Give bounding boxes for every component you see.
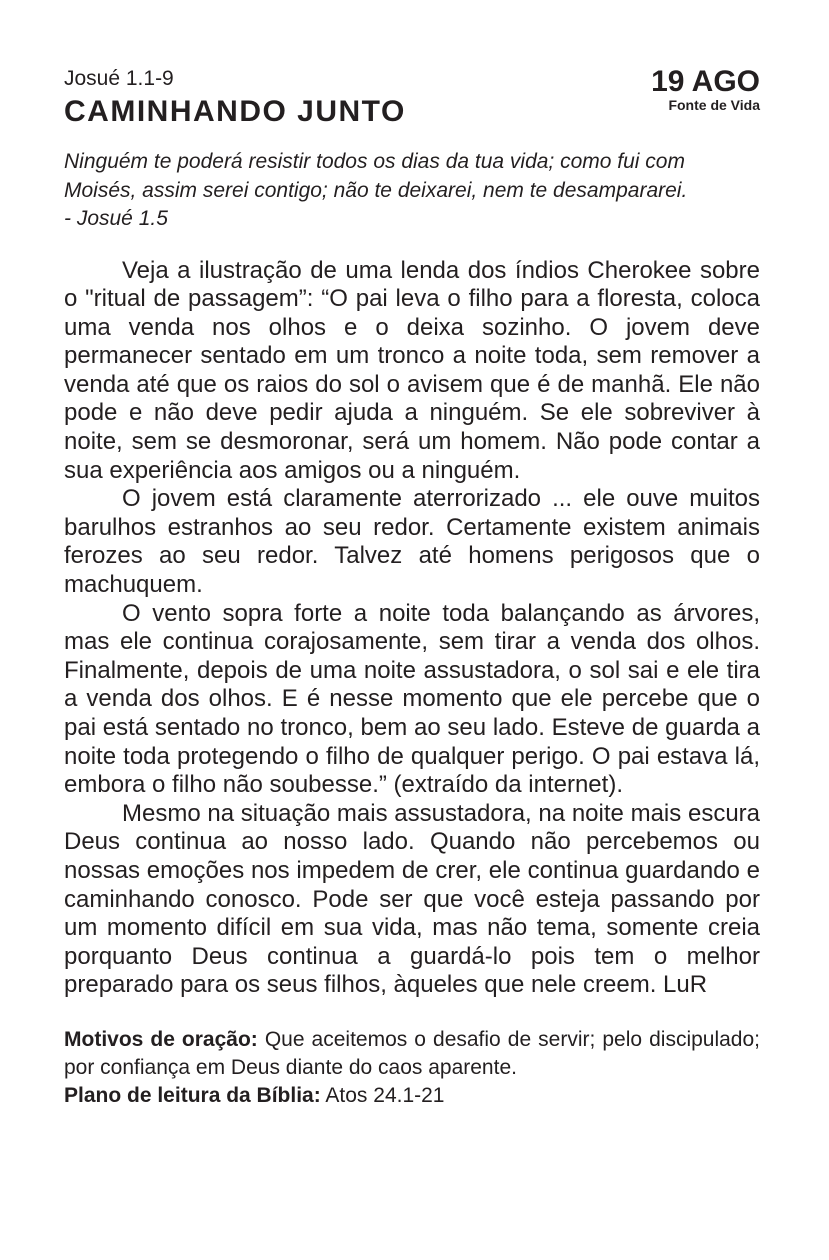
body-paragraph: Veja a ilustração de uma lenda dos índios Cherokee sobre o "ritual de passagem”: “O pai leva o filho para a floresta, coloca uma venda nos olhos e o deixa sozinho. O jovem deve permanecer sentado em um tronco a noite toda, sem remover a venda até que os raios do sol o avisem que é de manhã. Ele não pode e não deve pedir ajuda a ninguém. Se ele sobreviver à noite, sem se desmoronar, será um homem. Não pode contar a sua experiência aos amigos ou a ninguém. (64, 256, 760, 484)
header (64, 66, 760, 136)
body-paragraph: O jovem está claramente aterrorizado ... ele ouve muitos barulhos estranhos ao seu redor. Certamente existem animais ferozes ao seu redor. Talvez até homens perigosos que o machuquem. (64, 485, 760, 599)
prayer-text: Que aceitemos o desafio de servir; pelo discipulado; por confiança em Deus diante do caos aparente. (64, 1027, 761, 1079)
footer (64, 1026, 760, 1110)
devotional-body (64, 257, 760, 1000)
verse-citation: - Josué 1.5 (64, 207, 168, 230)
reading-text: Atos 24.1-21 (325, 1083, 445, 1107)
prayer-topics (64, 1026, 760, 1082)
body-paragraph: Mesmo na situação mais assustadora, na noite mais escura Deus continua ao nosso lado. Quando não percebemos ou nossas emoções nos impedem de crer, ele continua guardando e caminhando conosco. Pode ser que você esteja passando por um momento difícil em sua vida, mas não tema, somente creia porquanto Deus continua a guardá-lo pois tem o melhor preparado para os seus filhos, àqueles que nele creem. LuR (64, 799, 760, 999)
body-paragraph: O vento sopra forte a noite toda balançando as árvores, mas ele continua corajosamente, sem tirar a venda dos olhos. Finalmente, depois de uma noite assustadora, o sol sai e ele tira a venda dos olhos. E é nesse momento que ele percebe que o pai está sentado no tronco, bem ao seu lado. Esteve de guarda a noite toda protegendo o filho de qualquer perigo. O pai estava lá, embora o filho não soubesse.” (extraído da internet). (64, 599, 760, 799)
key-verse (64, 148, 760, 234)
verse-text: Ninguém te poderá resistir todos os dias da tua vida; como fui com Moisés, assim serei contigo; não te deixarei, nem te desampararei. (64, 150, 688, 202)
scripture-reference: Josué 1.1-9 (64, 67, 174, 90)
source-label: Fonte de Vida (668, 97, 760, 113)
devotional-page (64, 66, 760, 1110)
reading-label: Plano de leitura da Bíblia: (64, 1083, 321, 1107)
date-label: 19 AGO (651, 65, 760, 98)
page-title: CAMINHANDO JUNTO (64, 95, 406, 128)
reading-plan (64, 1082, 760, 1110)
prayer-label: Motivos de oração: (64, 1027, 258, 1051)
